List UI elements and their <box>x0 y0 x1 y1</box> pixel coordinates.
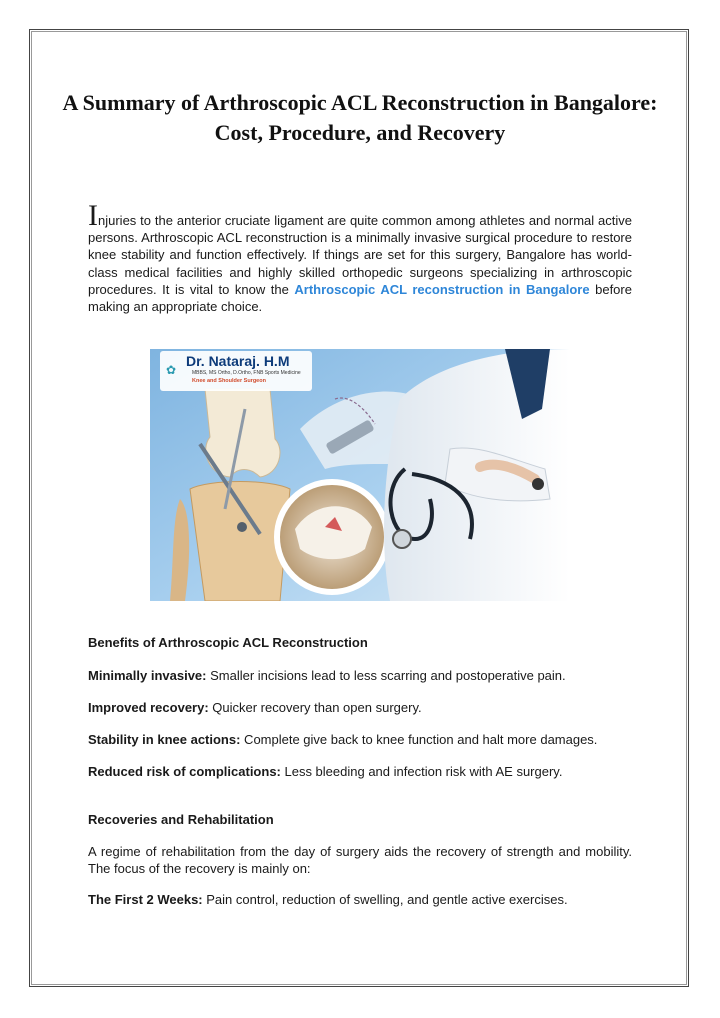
recovery-heading: Recoveries and Rehabilitation <box>88 812 274 827</box>
doctor-logo <box>160 351 312 391</box>
benefits-heading: Benefits of Arthroscopic ACL Reconstruction <box>88 635 368 650</box>
benefit-item <box>88 699 648 716</box>
recovery-term: The First 2 Weeks: <box>88 892 203 907</box>
benefit-term: Stability in knee actions: <box>88 732 241 747</box>
drop-cap: I <box>88 199 98 232</box>
clinic-logo-icon: ✿ <box>166 363 177 377</box>
logo-specialty: Knee and Shoulder Surgeon <box>192 378 266 384</box>
logo-doctor-name: Dr. Nataraj. H.M <box>186 353 290 369</box>
acl-reconstruction-link[interactable]: Arthroscopic ACL reconstruction in Bangalore <box>294 281 590 297</box>
page-title: A Summary of Arthroscopic ACL Reconstruction in Bangalore: Cost, Procedure, and Recovery <box>62 90 658 145</box>
benefit-term: Improved recovery: <box>88 700 209 715</box>
benefit-item <box>88 731 648 748</box>
benefit-text: Complete give back to knee function and halt more damages. <box>240 732 598 747</box>
benefit-item <box>88 667 648 684</box>
recovery-item <box>88 891 648 908</box>
benefit-text: Quicker recovery than open surgery. <box>208 700 422 715</box>
intro-text-end: before making an appropriate choice. <box>88 281 632 315</box>
benefit-text: Less bleeding and infection risk with AE surgery. <box>280 764 563 779</box>
intro-paragraph <box>88 199 632 315</box>
intro-text: njuries to the anterior cruciate ligament are quite common among athletes and normal active persons. Arthroscopic ACL reconstruction is a minimally invasive surgical procedure to restore knee stability and function effectively. If things are set for this surgery, Bangalore has world-class medical facilities and highly skilled orthopedic surgeons specializing in arthroscopic procedures. It is vital to know the <box>88 213 632 297</box>
hero-image <box>150 349 570 601</box>
benefit-term: Reduced risk of complications: <box>88 764 281 779</box>
benefit-text: Smaller incisions lead to less scarring and postoperative pain. <box>206 668 566 683</box>
benefit-term: Minimally invasive: <box>88 668 207 683</box>
recovery-paragraph: A regime of rehabilitation from the day of surgery aids the recovery of strength and mobility. The focus of the recovery is mainly on: <box>88 844 632 877</box>
logo-qualifications: MBBS, MS Ortho, D.Ortho, FNB Sports Medicine <box>192 370 301 376</box>
recovery-text: Pain control, reduction of swelling, and gentle active exercises. <box>202 892 568 907</box>
benefit-item <box>88 763 648 780</box>
